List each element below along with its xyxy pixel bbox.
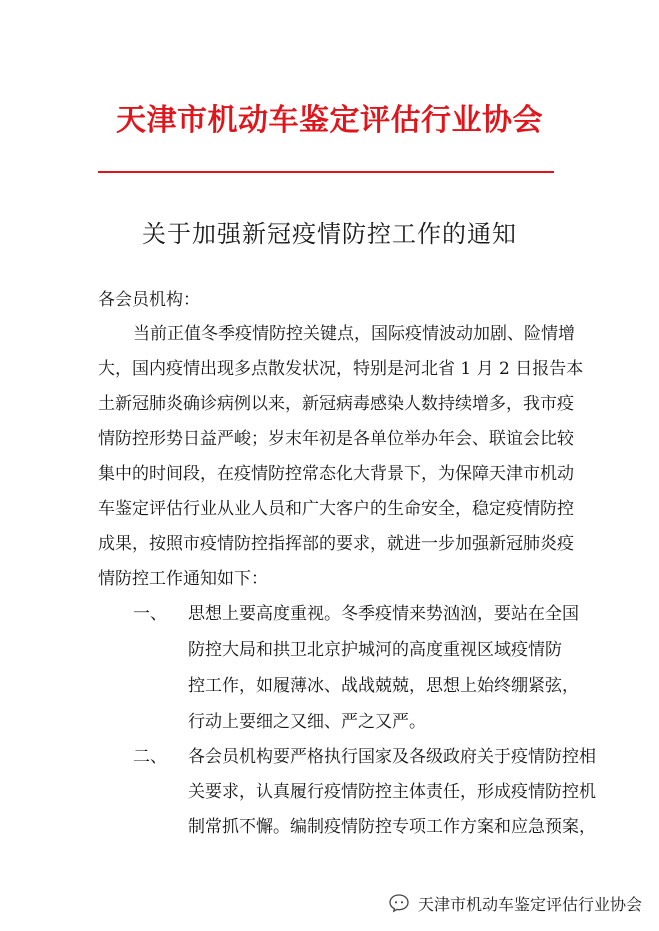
wechat-official-account-icon <box>388 893 410 913</box>
red-divider-rule <box>98 171 554 173</box>
list-item-line: 制常抓不懈。编制疫情防控专项工作方案和应急预案， <box>188 817 596 837</box>
list-item-line: 防控大局和拱卫北京护城河的高度重视区域疫情防 <box>188 640 562 660</box>
paragraph-line: 集中的时间段，在疫情防控常态化大背景下，为保障天津市机动 <box>98 464 574 484</box>
watermark <box>388 889 642 917</box>
paragraph-line: 车鉴定评估行业从业人员和广大客户的生命安全，稳定疫情防控 <box>98 499 574 519</box>
paragraph-line: 大，国内疫情出现多点散发状况，特别是河北省 1 月 2 日报告本 <box>98 359 584 379</box>
paragraph-line: 当前正值冬季疫情防控关键点，国际疫情波动加剧、险情增 <box>133 324 575 344</box>
organization-title: 天津市机动车鉴定评估行业协会 <box>116 103 543 138</box>
notice-title: 关于加强新冠疫情防控工作的通知 <box>142 220 517 248</box>
paragraph-line: 成果，按照市疫情防控指挥部的要求，就进一步加强新冠肺炎疫 <box>98 534 574 554</box>
list-item-line: 关要求，认真履行疫情防控主体责任，形成疫情防控机 <box>188 782 596 802</box>
list-item-number: 二、 <box>133 747 167 767</box>
list-item-line: 行动上要细之又细、严之又严。 <box>188 712 426 732</box>
list-item-number: 一、 <box>133 604 167 624</box>
paragraph-line: 情防控工作通知如下： <box>98 569 268 589</box>
salutation: 各会员机构： <box>98 290 200 310</box>
paragraph-line: 土新冠肺炎确诊病例以来，新冠病毒感染人数持续增多，我市疫 <box>98 394 574 414</box>
list-item-line: 思想上要高度重视。冬季疫情来势汹汹，要站在全国 <box>188 604 579 624</box>
paragraph-line: 情防控形势日益严峻；岁末年初是各单位举办年会、联谊会比较 <box>98 429 574 449</box>
list-item-line: 控工作，如履薄冰、战战兢兢，思想上始终绷紧弦， <box>188 676 579 696</box>
list-item-line: 各会员机构要严格执行国家及各级政府关于疫情防控相 <box>188 747 596 767</box>
watermark-text: 天津市机动车鉴定评估行业协会 <box>418 894 643 914</box>
